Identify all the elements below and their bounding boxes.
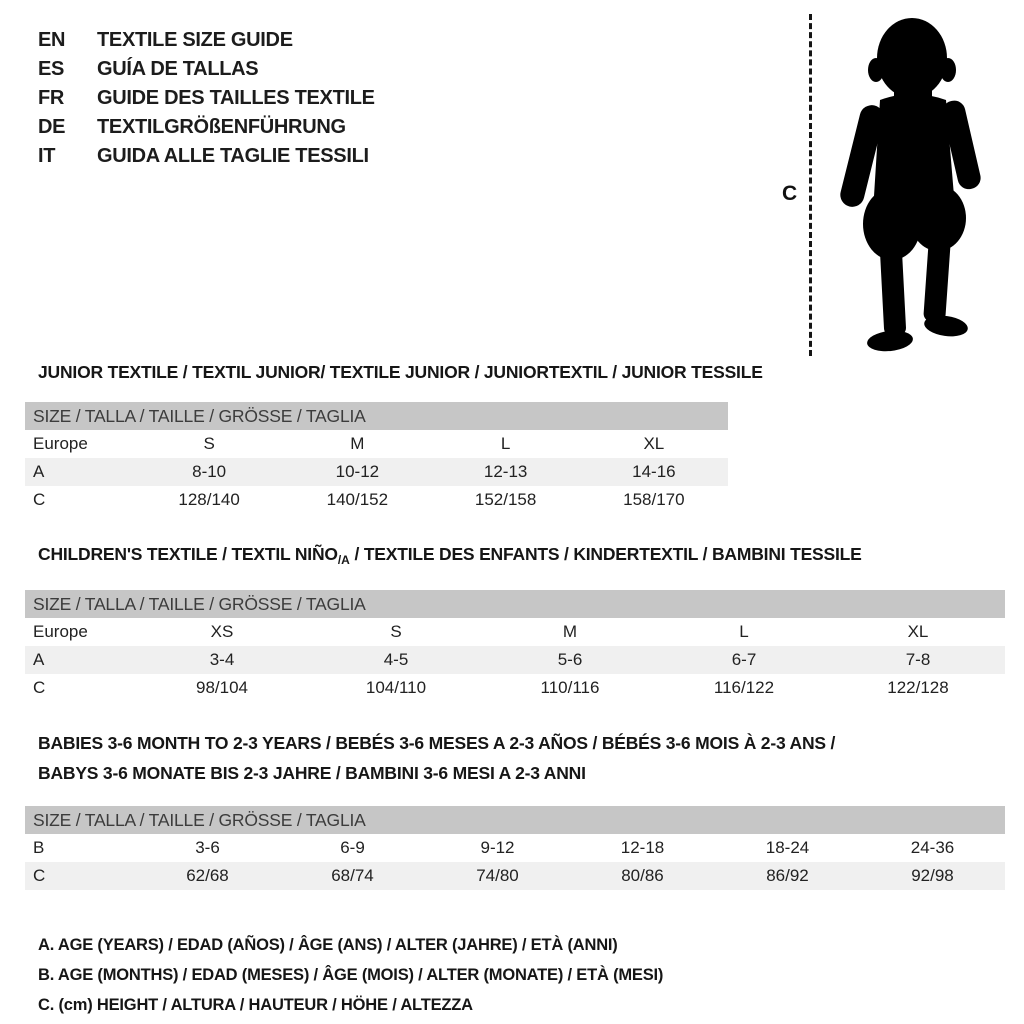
height-measure-line <box>809 14 812 356</box>
size-value: 6-7 <box>657 646 831 674</box>
size-table-header: SIZE / TALLA / TAILLE / GRÖSSE / TAGLIA <box>25 590 1005 618</box>
size-value: 24-36 <box>910 838 955 857</box>
language-row-es <box>38 55 375 84</box>
section-childrens <box>25 544 1005 702</box>
footnote-b: B. AGE (MONTHS) / EDAD (MESES) / ÂGE (MOIS) / ALTER (MONATE) / ETÀ (MESI) <box>38 966 664 984</box>
table-row <box>25 834 1005 862</box>
size-value: 14-16 <box>580 458 728 486</box>
size-value: S <box>390 622 402 641</box>
row-label: B <box>33 838 45 857</box>
size-value: 3-6 <box>195 838 220 857</box>
row-label: Europe <box>33 622 88 641</box>
size-value: 5-6 <box>483 646 657 674</box>
size-value: M <box>562 622 578 641</box>
childrens-size-table <box>25 590 1005 702</box>
size-value: 10-12 <box>283 458 431 486</box>
size-value: 18-24 <box>765 838 810 857</box>
babies-size-table <box>25 806 1005 890</box>
heading-line-2: BABYS 3-6 MONATE BIS 2-3 JAHRE / BAMBINI 3-6 MESI A 2-3 ANNI <box>38 763 586 783</box>
language-code: IT <box>38 145 56 167</box>
childrens-section-heading <box>38 544 1005 570</box>
size-value: 122/128 <box>887 678 949 697</box>
footnote-c: C. (cm) HEIGHT / ALTURA / HAUTEUR / HÖHE / ALTEZZA <box>38 996 473 1014</box>
size-value: 98/104 <box>196 678 248 697</box>
size-value: 128/140 <box>178 490 240 509</box>
size-value: 92/98 <box>860 862 1005 890</box>
language-row-de <box>38 113 375 142</box>
size-value: 116/122 <box>713 678 775 697</box>
language-title-list <box>38 26 375 171</box>
size-value: 6-9 <box>340 838 365 857</box>
table-row <box>25 618 1005 646</box>
heading-text: CHILDREN'S TEXTILE / TEXTIL NIÑO <box>38 544 338 564</box>
size-value: 12-13 <box>432 458 580 486</box>
toddler-silhouette-icon <box>824 10 1008 362</box>
footnote-a: A. AGE (YEARS) / EDAD (AÑOS) / ÂGE (ANS) / ALTER (JAHRE) / ETÀ (ANNI) <box>38 936 618 954</box>
section-junior <box>25 362 1005 514</box>
row-label: A <box>25 458 135 486</box>
size-value: 12-18 <box>620 838 665 857</box>
size-value: M <box>350 434 365 453</box>
height-measure-label: C <box>782 182 798 205</box>
row-label: A <box>25 646 135 674</box>
heading-subscript: /A <box>337 553 350 567</box>
size-tables-content <box>25 362 1005 1020</box>
size-value: 68/74 <box>280 862 425 890</box>
legend-footnotes <box>38 930 1005 1020</box>
size-value: 140/152 <box>326 490 389 509</box>
babies-section-heading <box>38 728 1005 788</box>
height-measure-figure <box>778 10 1014 366</box>
heading-line-1: BABIES 3-6 MONTH TO 2-3 YEARS / BEBÉS 3-6 MESES A 2-3 AÑOS / BÉBÉS 3-6 MOIS À 2-3 ANS / <box>38 733 836 753</box>
row-label: C <box>25 862 135 890</box>
table-header-bar-row <box>25 590 1005 618</box>
junior-section-heading: JUNIOR TEXTILE / TEXTIL JUNIOR/ TEXTILE JUNIOR / JUNIORTEXTIL / JUNIOR TESSILE <box>38 362 763 382</box>
size-value: 9-12 <box>480 838 515 857</box>
guide-title: GUIDA ALLE TAGLIE TESSILI <box>97 145 369 167</box>
language-code: EN <box>38 29 66 51</box>
size-value: 110/116 <box>540 678 600 697</box>
size-value: 158/170 <box>623 490 685 509</box>
table-row <box>25 674 1005 702</box>
guide-title: GUIDE DES TAILLES TEXTILE <box>97 87 375 109</box>
guide-title: TEXTILGRÖßENFÜHRUNG <box>97 116 346 138</box>
size-value: XL <box>643 434 665 453</box>
size-value: 62/68 <box>135 862 280 890</box>
size-value: 4-5 <box>309 646 483 674</box>
row-label: Europe <box>33 434 88 453</box>
guide-title: TEXTILE SIZE GUIDE <box>97 29 293 51</box>
size-value: 80/86 <box>570 862 715 890</box>
size-value: XS <box>210 622 234 641</box>
table-row <box>25 458 728 486</box>
size-value: 74/80 <box>425 862 570 890</box>
language-code: ES <box>38 58 65 80</box>
table-header-bar-row <box>25 806 1005 834</box>
table-header-bar-row <box>25 402 728 430</box>
size-value: 3-4 <box>135 646 309 674</box>
row-label: C <box>33 490 46 509</box>
language-row-it <box>38 142 375 171</box>
size-value: L <box>500 434 511 453</box>
table-row <box>25 430 728 458</box>
size-value: S <box>203 434 215 453</box>
language-row-fr <box>38 84 375 113</box>
size-table-header: SIZE / TALLA / TAILLE / GRÖSSE / TAGLIA <box>25 402 728 430</box>
table-row <box>25 486 728 514</box>
language-row-en <box>38 26 375 55</box>
size-value: 8-10 <box>135 458 283 486</box>
section-babies <box>25 728 1005 890</box>
size-value: 104/110 <box>365 678 427 697</box>
size-value: 152/158 <box>474 490 537 509</box>
size-value: L <box>739 622 749 641</box>
language-code: DE <box>38 116 66 138</box>
row-label: C <box>33 678 46 697</box>
language-code: FR <box>38 87 65 109</box>
table-row <box>25 862 1005 890</box>
size-value: XL <box>907 622 929 641</box>
size-value: 7-8 <box>831 646 1005 674</box>
guide-title: GUÍA DE TALLAS <box>97 58 259 80</box>
junior-size-table <box>25 402 728 514</box>
size-table-header: SIZE / TALLA / TAILLE / GRÖSSE / TAGLIA <box>25 806 1005 834</box>
heading-text: / TEXTILE DES ENFANTS / KINDERTEXTIL / BAMBINI TESSILE <box>349 544 862 564</box>
size-value: 86/92 <box>715 862 860 890</box>
table-row <box>25 646 1005 674</box>
